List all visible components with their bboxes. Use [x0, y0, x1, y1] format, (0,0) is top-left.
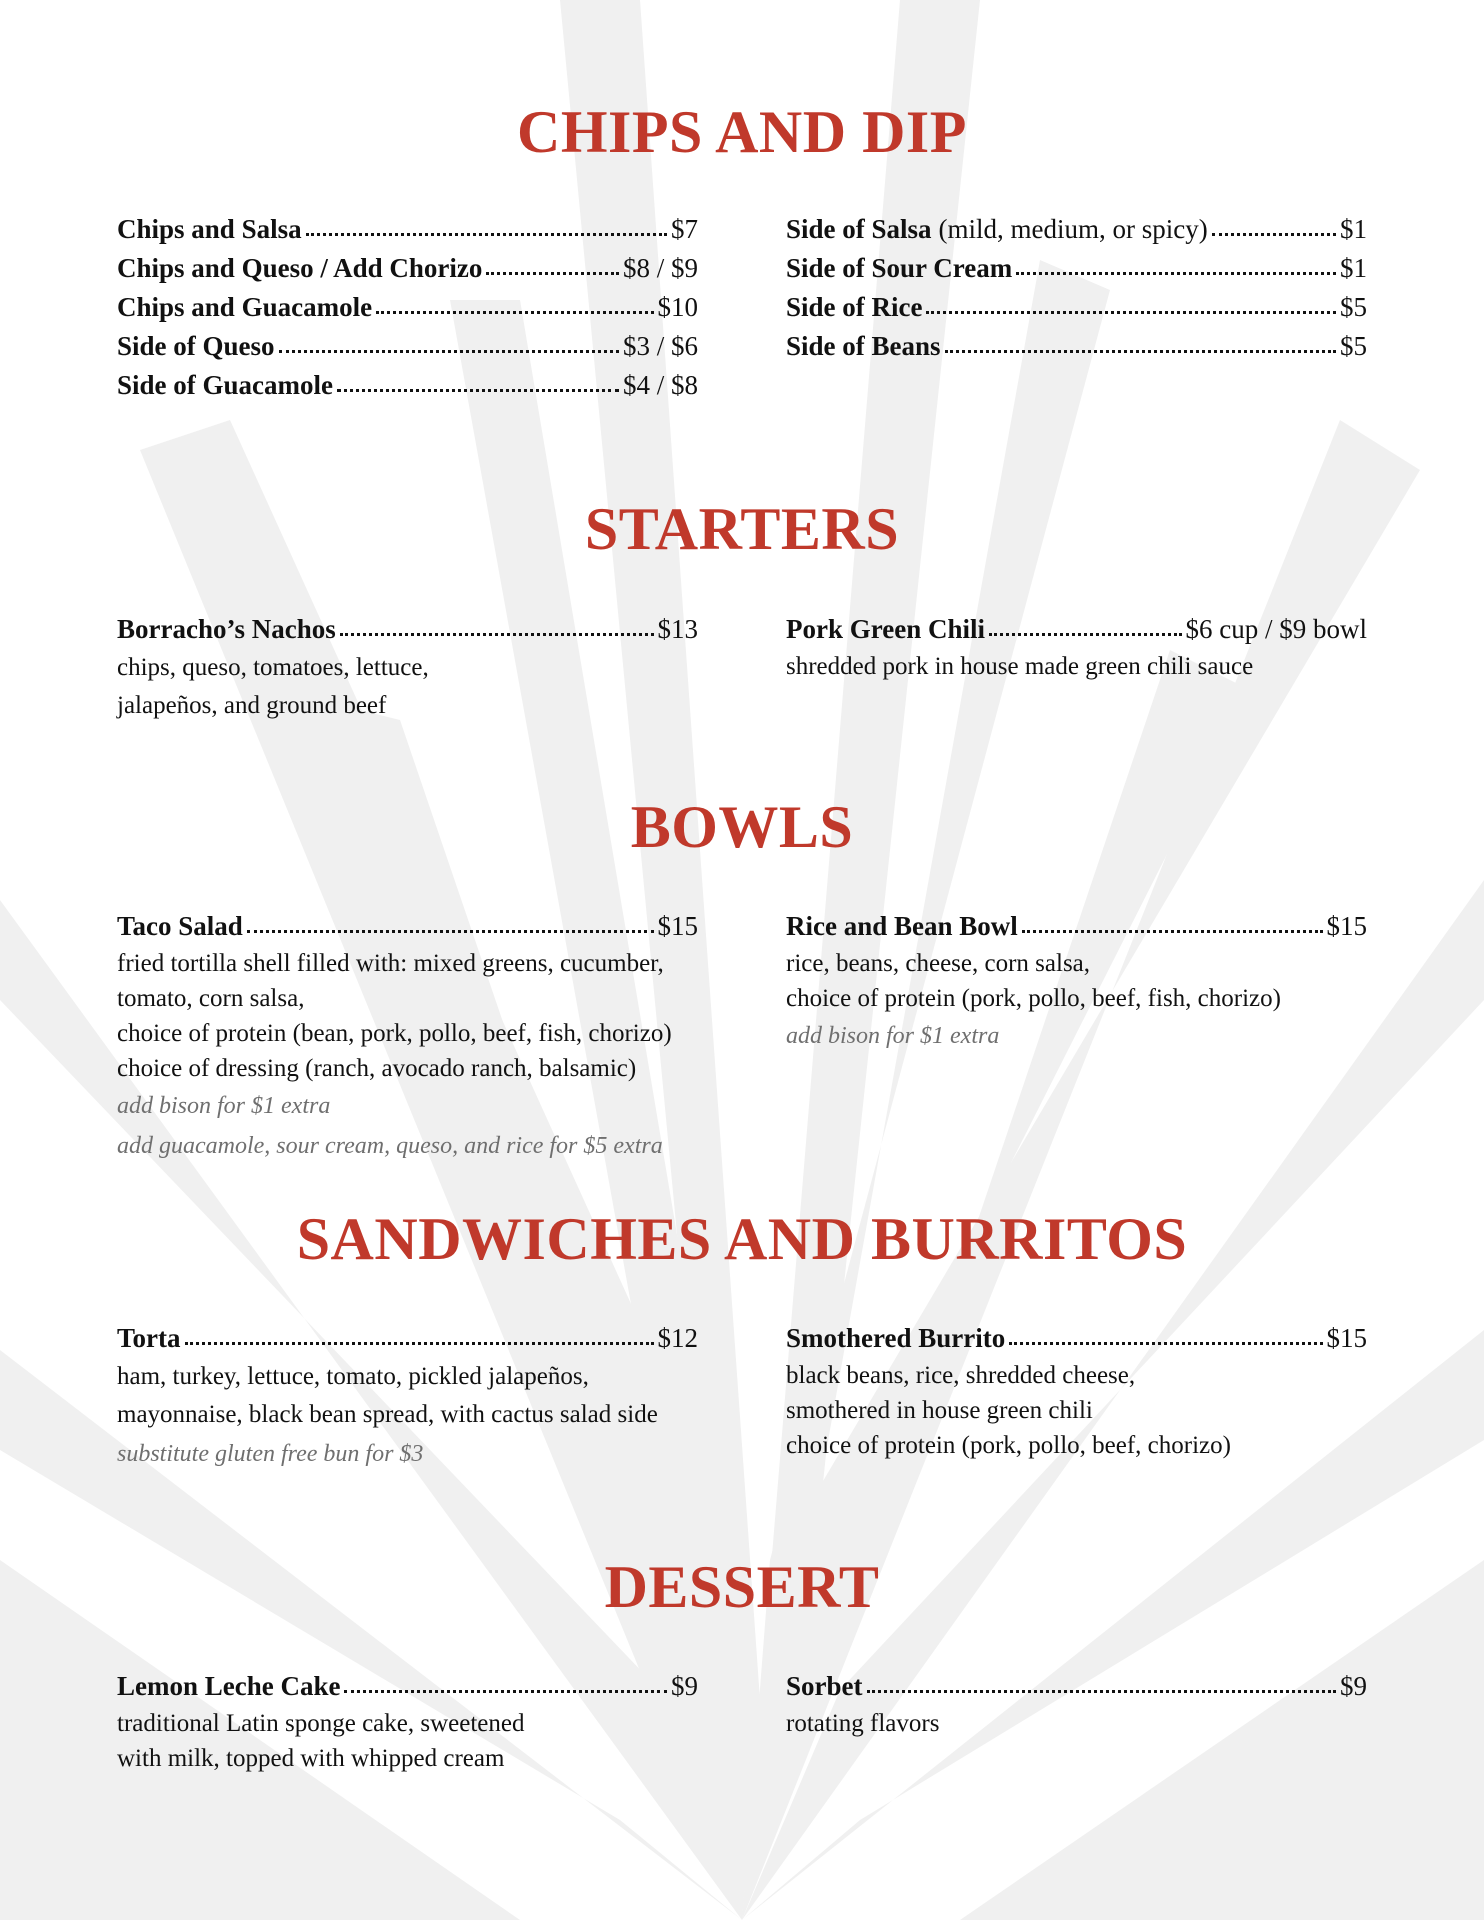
item-extra: add guacamole, sour cream, queso, and rice for $5 extra	[117, 1133, 663, 1159]
dessert-left-column	[117, 1667, 698, 1776]
item-extra: add bison for $1 extra	[786, 1023, 1000, 1049]
item-description: choice of protein (bean, pork, pollo, beef, fish, chorizo)	[117, 1020, 672, 1047]
leader-dots	[486, 257, 619, 277]
sandwiches-left-column	[117, 1319, 698, 1474]
menu-item	[117, 210, 698, 249]
item-description: rotating flavors	[786, 1710, 940, 1737]
item-description: smothered in house green chili	[786, 1397, 1093, 1424]
section-title-chips-and-dip: CHIPS AND DIP	[517, 99, 967, 165]
item-description: chips, queso, tomatoes, lettuce,	[117, 654, 429, 681]
item-extra: add bison for $1 extra	[117, 1093, 331, 1119]
item-name: Chips and Queso / Add Chorizo	[117, 253, 483, 283]
item-name: Sorbet	[786, 1671, 863, 1701]
item-description: black beans, rice, shredded cheese,	[786, 1362, 1136, 1389]
item-price: $15	[657, 911, 698, 941]
leader-dots	[1009, 1327, 1322, 1347]
chips-left-column	[117, 210, 698, 405]
item-description: jalapeños, and ground beef	[117, 692, 387, 719]
section-title-sandwiches-and-burritos: SANDWICHES AND BURRITOS	[296, 1206, 1188, 1272]
item-note: (mild, medium, or spicy)	[938, 214, 1208, 244]
section-title-dessert: DESSERT	[604, 1554, 880, 1620]
item-price: $5	[1340, 331, 1367, 361]
menu-item	[786, 907, 1367, 946]
leader-dots	[340, 618, 654, 638]
item-price: $3 / $6	[622, 331, 698, 361]
item-description: fried tortilla shell filled with: mixed greens, cucumber,	[117, 950, 664, 977]
leader-dots	[344, 1675, 667, 1695]
leader-dots	[867, 1675, 1337, 1695]
leader-dots	[1022, 915, 1323, 935]
item-name: Pork Green Chili	[786, 614, 985, 644]
item-description: tomato, corn salsa,	[117, 985, 305, 1012]
leader-dots	[247, 915, 654, 935]
bowls-right-column	[786, 907, 1367, 1056]
item-description: choice of protein (pork, pollo, beef, chorizo)	[786, 1432, 1231, 1459]
item-description: with milk, topped with whipped cream	[117, 1745, 505, 1772]
item-description: choice of protein (pork, pollo, beef, fish, chorizo)	[786, 985, 1281, 1012]
dessert-right-column	[786, 1667, 1367, 1741]
bowls-left-column	[117, 907, 698, 1166]
item-name: Taco Salad	[117, 911, 243, 941]
item-name: Side of Rice	[786, 292, 923, 322]
item-price: $8 / $9	[622, 253, 698, 283]
leader-dots	[1016, 257, 1336, 277]
item-price: $13	[657, 614, 698, 644]
menu-item	[117, 907, 698, 946]
item-description: mayonnaise, black bean spread, with cactus salad side	[117, 1401, 658, 1428]
menu-item	[117, 249, 698, 288]
item-price: $9	[671, 1671, 698, 1701]
item-price: $1	[1340, 214, 1367, 244]
menu-item	[117, 288, 698, 327]
item-extra: substitute gluten free bun for $3	[117, 1441, 424, 1467]
item-name: Smothered Burrito	[786, 1323, 1006, 1353]
item-name: Chips and Guacamole	[117, 292, 373, 322]
leader-dots	[337, 374, 619, 394]
menu-item	[786, 610, 1367, 649]
item-price: $15	[1326, 911, 1367, 941]
menu-item	[786, 249, 1367, 288]
section-title-bowls: BOWLS	[630, 794, 854, 860]
leader-dots	[376, 296, 653, 316]
menu-item	[786, 1319, 1367, 1358]
item-name: Side of Beans	[786, 331, 941, 361]
item-description: choice of dressing (ranch, avocado ranch, balsamic)	[117, 1055, 637, 1082]
starters-right-column	[786, 610, 1367, 684]
sandwiches-right-column	[786, 1319, 1367, 1463]
menu-item	[117, 1319, 698, 1358]
item-name: Torta	[117, 1323, 181, 1353]
menu-item	[786, 210, 1367, 249]
item-price: $7	[671, 214, 698, 244]
item-price: $15	[1326, 1323, 1367, 1353]
section-title-starters: STARTERS	[584, 496, 900, 562]
menu-item	[117, 1667, 698, 1706]
item-description: rice, beans, cheese, corn salsa,	[786, 950, 1091, 977]
item-price: $6 cup / $9 bowl	[1185, 614, 1367, 644]
item-price: $5	[1340, 292, 1367, 322]
leader-dots	[1212, 218, 1336, 238]
item-price: $4 / $8	[622, 370, 698, 400]
menu-item	[117, 366, 698, 405]
item-name: Lemon Leche Cake	[117, 1671, 341, 1701]
item-name: Side of Sour Cream	[786, 253, 1013, 283]
item-price: $10	[657, 292, 698, 322]
starters-left-column	[117, 610, 698, 725]
leader-dots	[306, 218, 667, 238]
item-name: Side of Guacamole	[117, 370, 333, 400]
item-name: Side of Queso	[117, 331, 275, 361]
menu-item	[786, 1667, 1367, 1706]
menu-item	[786, 327, 1367, 366]
leader-dots	[945, 335, 1336, 355]
item-price: $1	[1340, 253, 1367, 283]
chips-right-column	[786, 210, 1367, 366]
item-price: $9	[1340, 1671, 1367, 1701]
leader-dots	[989, 618, 1182, 638]
leader-dots	[279, 335, 619, 355]
menu-item	[786, 288, 1367, 327]
item-name: Rice and Bean Bowl	[786, 911, 1018, 941]
item-description: traditional Latin sponge cake, sweetened	[117, 1710, 525, 1737]
menu-item	[117, 610, 698, 649]
item-description: ham, turkey, lettuce, tomato, pickled jalapeños,	[117, 1363, 589, 1390]
leader-dots	[185, 1327, 654, 1347]
menu-item	[117, 327, 698, 366]
item-name: Borracho’s Nachos	[117, 614, 336, 644]
item-name: Side of Salsa	[786, 214, 932, 244]
item-description: shredded pork in house made green chili sauce	[786, 653, 1254, 680]
item-price: $12	[657, 1323, 698, 1353]
item-name: Chips and Salsa	[117, 214, 302, 244]
leader-dots	[926, 296, 1336, 316]
